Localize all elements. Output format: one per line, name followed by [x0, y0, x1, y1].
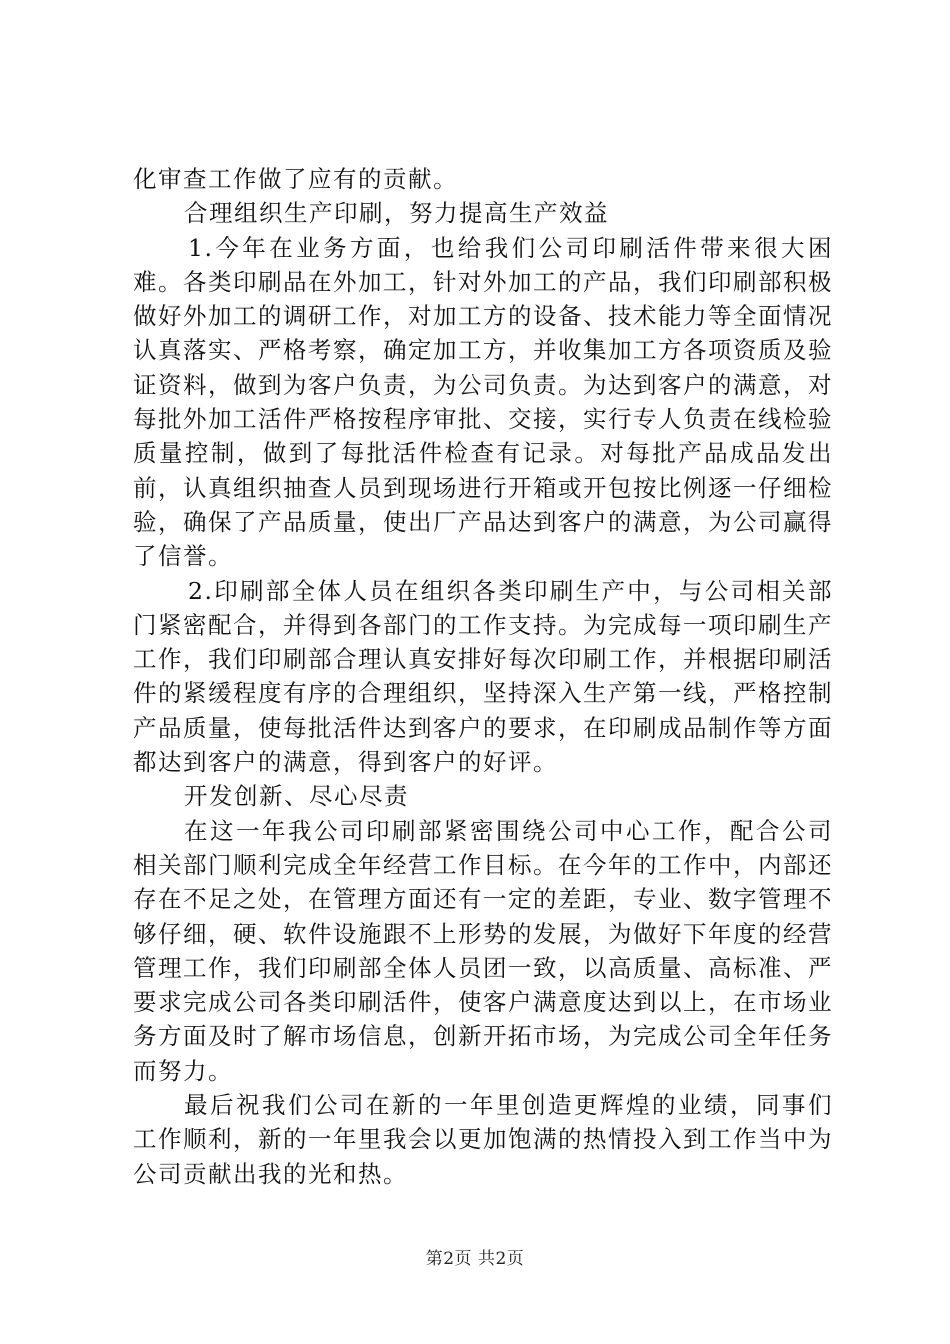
paragraph-closing: 最后祝我们公司在新的一年里创造更辉煌的业绩，同事们工作顺利，新的一年里我会以更加饱满的热情投入到工作当中为公司贡献出我的光和热。 [133, 1091, 833, 1188]
section-heading-innovation: 开发创新、尽心尽责 [184, 782, 409, 811]
section-heading-production: 合理组织生产印刷，努力提高生产效益 [184, 199, 609, 228]
paragraph-continuation: 化审查工作做了应有的贡献。 [133, 165, 458, 193]
document-body [133, 162, 833, 1191]
paragraph-summary: 在这一年我公司印刷部紧密围绕公司中心工作，配合公司相关部门顺利完成全年经营工作目标。在今年的工作中，内部还存在不足之处，在管理方面还有一定的差距，专业、数字管理不够仔细，硬、软件设施跟不上形势的发展，为做好下年度的经营管理工作，我们印刷部全体人员团一致，以高质量、高标准、严要求完成公司各类印刷活件，使客户满意度达到以上，在市场业务方面及时了解市场信息，创新开拓市场，为完成公司全年任务而努力。 [133, 816, 833, 1085]
page-footer: 第2页 共2页 [425, 1249, 525, 1269]
paragraph-item-1: 1.今年在业务方面，也给我们公司印刷活件带来很大困难。各类印刷品在外加工，针对外加工的产品，我们印刷部积极做好外加工的调研工作，对加工方的设备、技术能力等全面情况认真落实、严格考察，确定加工方，并收集加工方各项资质及验证资料，做到为客户负责，为公司负责。为达到客户的满意，对每批外加工活件严格按程序审批、交接，实行专人负责在线检验质量控制，做到了每批活件检查有记录。对每批产品成品发出前，认真组织抽查人员到现场进行开箱或开包按比例逐一仔细检验，确保了产品质量，使出厂产品达到客户的满意，为公司赢得了信誉。 [133, 233, 833, 571]
paragraph-item-2: 2.印刷部全体人员在组织各类印刷生产中，与公司相关部门紧密配合，并得到各部门的工作支持。为完成每一项印刷生产工作，我们印刷部合理认真安排好每次印刷工作，并根据印刷活件的紧缓程度有序的合理组织，坚持深入生产第一线，严格控制产品质量，使每批活件达到客户的要求，在印刷成品制作等方面都达到客户的满意，得到客户的好评。 [133, 576, 833, 777]
